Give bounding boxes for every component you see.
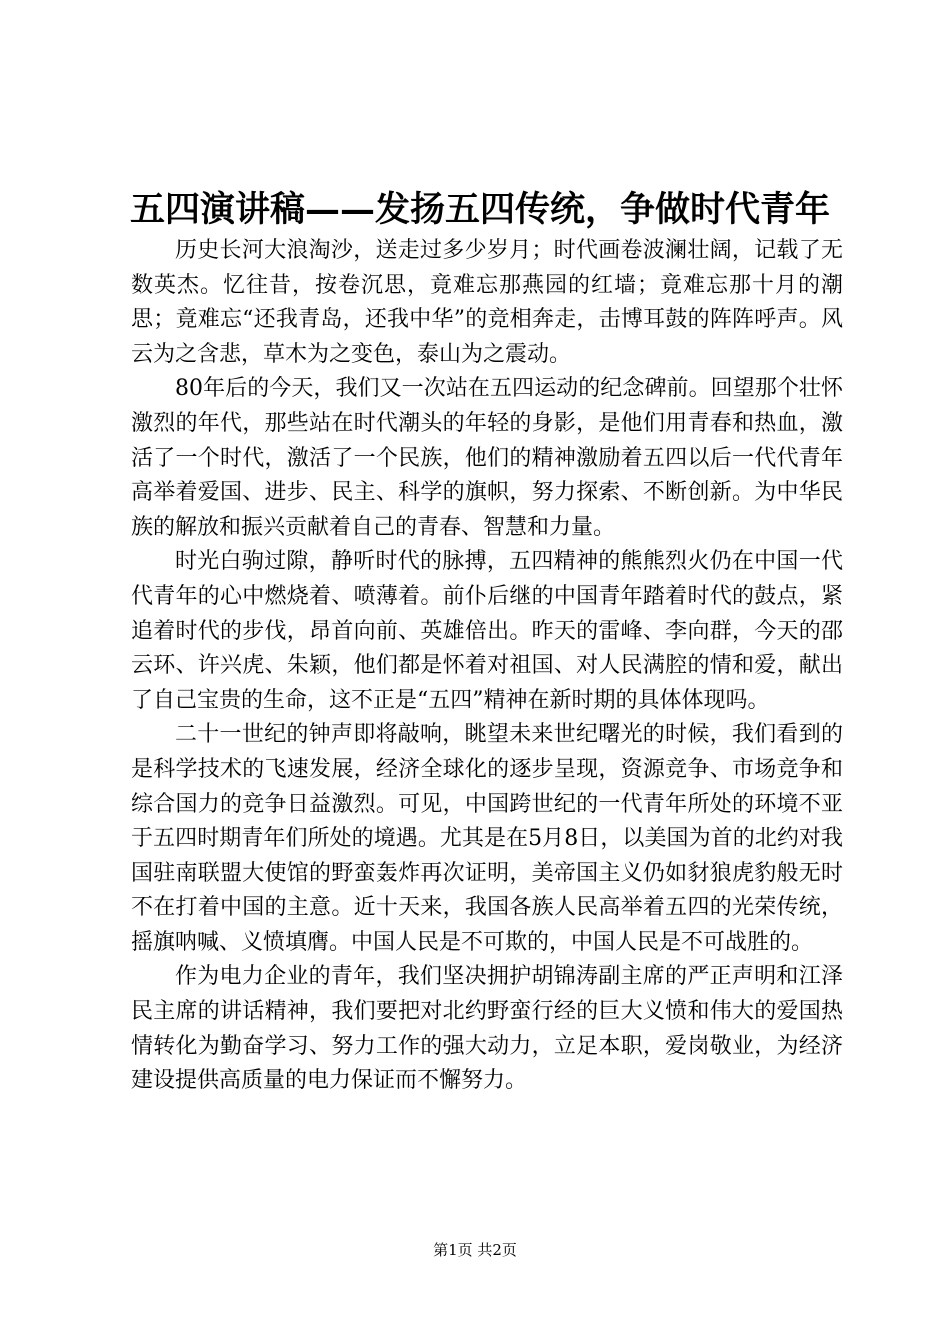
paragraph-1: 历史长河大浪淘沙，送走过多少岁月；时代画卷波澜壮阔，记载了无数英杰。忆往昔，按卷沉思，竟难忘那燕园的红墙；竟难忘那十月的潮思；竟难忘“还我青岛，还我中华”的竞相奔走，击博耳鼓的阵阵呼声。风云为之含悲，草木为之变色，泰山为之震动。 — [131, 238, 843, 367]
page-number-footer: 第1页 共2页 — [433, 1241, 517, 1259]
paragraph-3: 时光白驹过隙，静听时代的脉搏，五四精神的熊熊烈火仍在中国一代代青年的心中燃烧着、喷薄着。前仆后继的中国青年踏着时代的鼓点，紧追着时代的步伐，昂首向前、英雄倍出。昨天的雷峰、李向群，今天的邵云环、许兴虎、朱颖，他们都是怀着对祖国、对人民满腔的情和爱，献出了自己宝贵的生命，这不正是“五四”精神在新时期的具体体现吗。 — [131, 549, 843, 713]
paragraph-4: 二十一世纪的钟声即将敲响，眺望未来世纪曙光的时候，我们看到的是科学技术的飞速发展，经济全球化的逐步呈现，资源竞争、市场竞争和综合国力的竞争日益激烈。可见，中国跨世纪的一代青年所处的环境不亚于五四时期青年们所处的境遇。尤其是在5月8日，以美国为首的北约对我国驻南联盟大使馆的野蛮轰炸再次证明，美帝国主义仍如豺狼虎豹般无时不在打着中国的主意。近十天来，我国各族人民高举着五四的光荣传统，摇旗呐喊、义愤填膺。中国人民是不可欺的，中国人民是不可战胜的。 — [131, 722, 843, 955]
paragraph-2: 80年后的今天，我们又一次站在五四运动的纪念碑前。回望那个壮怀激烈的年代，那些站在时代潮头的年轻的身影，是他们用青春和热血，激活了一个时代，激活了一个民族，他们的精神激励着五四以后一代代青年高举着爱国、进步、民主、科学的旗帜，努力探索、不断创新。为中华民族的解放和振兴贡献着自己的青春、智慧和力量。 — [131, 376, 843, 540]
document-title: 五四演讲稿——发扬五四传统，争做时代青年 — [130, 189, 831, 230]
paragraph-5: 作为电力企业的青年，我们坚决拥护胡锦涛副主席的严正声明和江泽民主席的讲话精神，我们要把对北约野蛮行经的巨大义愤和伟大的爱国热情转化为勤奋学习、努力工作的强大动力，立足本职，爱岗敬业，为经济建设提供高质量的电力保证而不懈努力。 — [131, 964, 843, 1094]
document-body — [131, 234, 843, 1099]
